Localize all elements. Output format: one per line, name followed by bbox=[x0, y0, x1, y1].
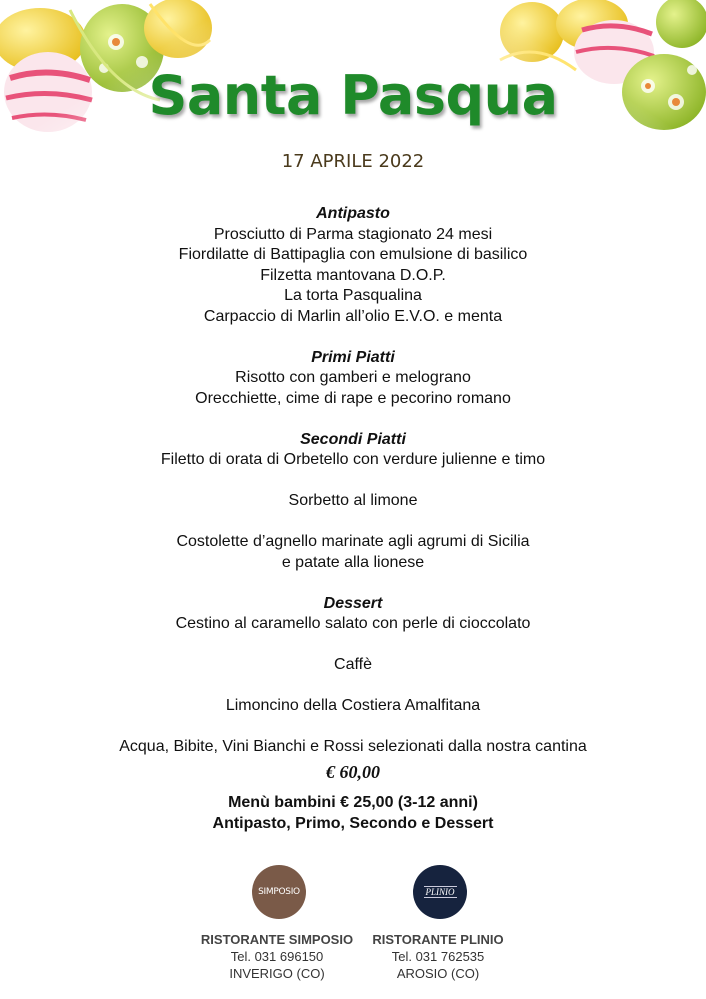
menu-price: € 60,00 bbox=[326, 761, 380, 782]
menu-item: Cestino al caramello salato con perle di cioccolato bbox=[175, 615, 531, 632]
menu-item: La torta Pasqualina bbox=[284, 287, 422, 304]
menu-item: Filetto di orata di Orbetello con verdure julienne e timo bbox=[160, 451, 546, 468]
kids-menu-price: Menù bambini € 25,00 (3-12 anni) bbox=[228, 794, 478, 811]
simposio-logo-text: SIMPOSIO bbox=[258, 887, 300, 897]
restaurant-location: INVERIGO (CO) bbox=[229, 966, 325, 981]
page-title: Santa Pasqua bbox=[148, 64, 558, 127]
menu-item: Caffè bbox=[334, 656, 372, 673]
menu-item: Acqua, Bibite, Vini Bianchi e Rossi selezionati dalla nostra cantina bbox=[119, 738, 587, 755]
restaurant-plinio bbox=[363, 931, 513, 982]
plinio-logo bbox=[413, 865, 467, 919]
kids-menu bbox=[0, 792, 706, 834]
menu bbox=[0, 204, 706, 834]
menu-item: e patate alla lionese bbox=[281, 553, 425, 571]
simposio-logo bbox=[252, 865, 306, 919]
menu-item: Risotto con gamberi e melograno bbox=[235, 369, 471, 386]
menu-item: Costolette d’agnello marinate agli agrumi di Sicilia bbox=[176, 533, 530, 550]
menu-item: Fiordilatte di Battipaglia con emulsione di basilico bbox=[178, 246, 528, 263]
restaurant-name: RISTORANTE PLINIO bbox=[372, 932, 504, 947]
restaurant-name: RISTORANTE SIMPOSIO bbox=[200, 932, 354, 947]
event-date: 17 APRILE 2022 bbox=[281, 151, 425, 172]
section-heading-primi: Primi Piatti bbox=[311, 348, 395, 366]
restaurant-simposio bbox=[197, 931, 357, 982]
section-heading-dessert: Dessert bbox=[323, 594, 383, 612]
menu-item: Prosciutto di Parma stagionato 24 mesi bbox=[213, 225, 493, 243]
section-heading-secondi: Secondi Piatti bbox=[300, 430, 406, 448]
restaurant-phone: Tel. 031 762535 bbox=[391, 949, 485, 964]
restaurant-phone: Tel. 031 696150 bbox=[230, 949, 324, 964]
section-heading-antipasto: Antipasto bbox=[316, 205, 390, 222]
kids-menu-courses: Antipasto, Primo, Secondo e Dessert bbox=[212, 815, 494, 832]
menu-item: Orecchiette, cime di rape e pecorino romano bbox=[195, 389, 511, 407]
restaurant-location: AROSIO (CO) bbox=[396, 966, 480, 981]
menu-item: Limoncino della Costiera Amalfitana bbox=[225, 697, 481, 714]
menu-item: Filzetta mantovana D.O.P. bbox=[260, 266, 446, 284]
menu-item: Carpaccio di Marlin all’olio E.V.O. e menta bbox=[203, 307, 503, 325]
plinio-logo-text: PLINIO bbox=[425, 887, 455, 897]
menu-item: Sorbetto al limone bbox=[288, 492, 418, 509]
